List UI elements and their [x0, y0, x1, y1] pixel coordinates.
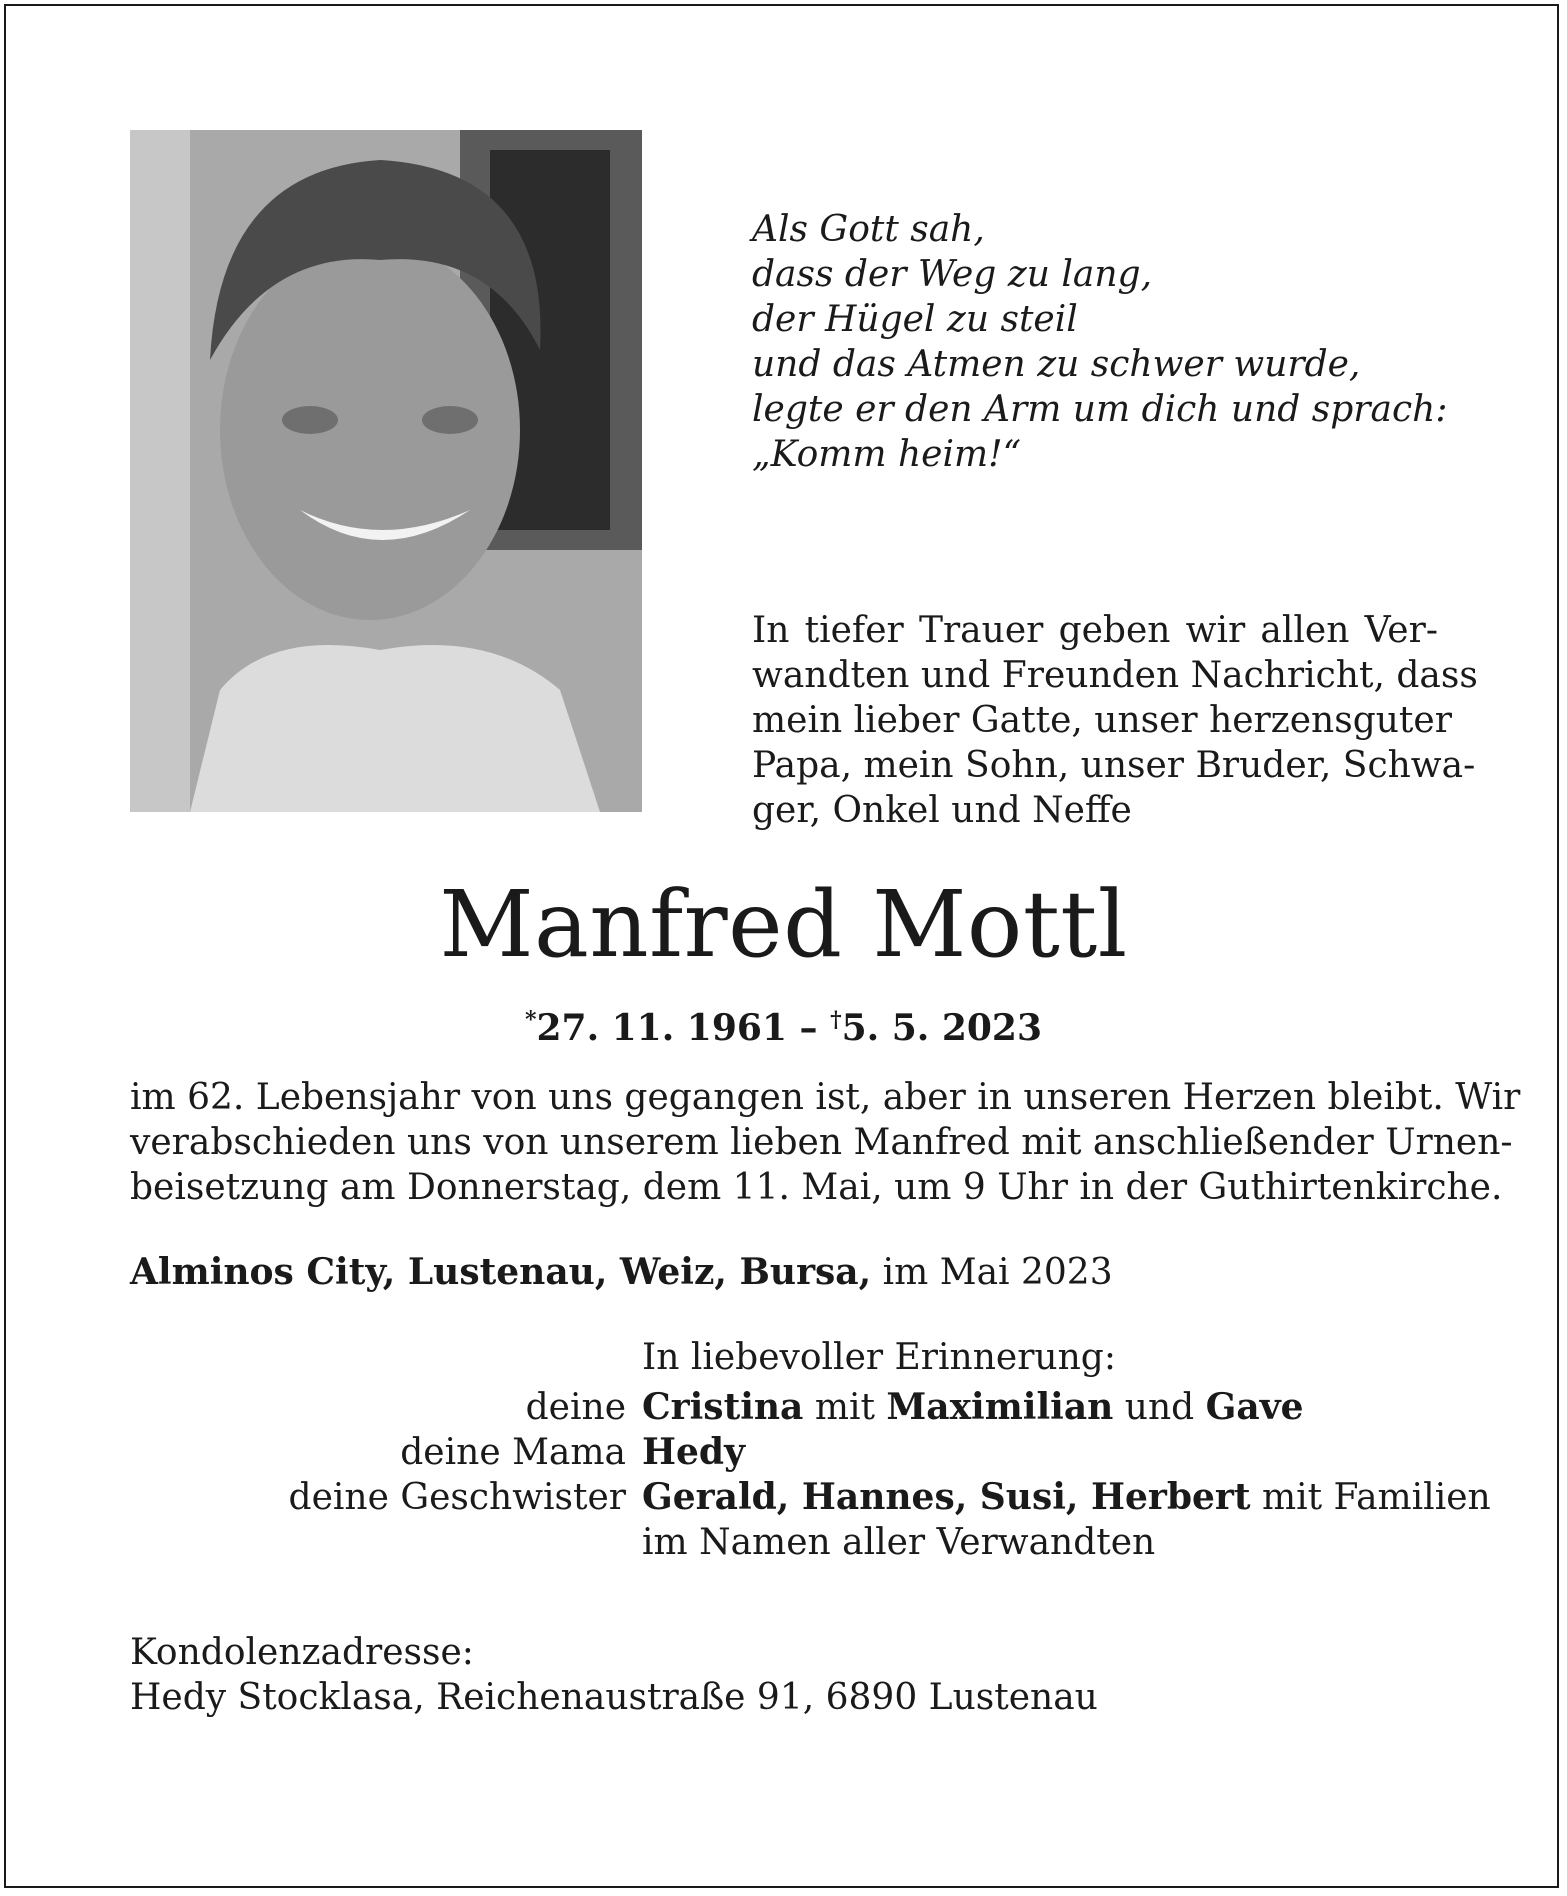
condolence-address [130, 1630, 1098, 1720]
announcement-intro [752, 608, 1478, 833]
mourners-list [0, 1385, 1567, 1565]
condolence-label: Kondolenzadresse: [130, 1632, 474, 1673]
death-symbol: † [830, 1007, 842, 1033]
intro-line: ger, Onkel und Neffe [752, 790, 1132, 831]
life-dates [0, 998, 1567, 1050]
date-separator: – [787, 1007, 831, 1049]
mourner-row [0, 1430, 1567, 1475]
mourner-row [0, 1475, 1567, 1520]
condolence-address-line: Hedy Stocklasa, Reichenaustraße 91, 6890 Lustenau [130, 1677, 1098, 1718]
announcement-date: im Mai 2023 [871, 1252, 1113, 1293]
poem-line: dass der Weg zu lang, [752, 254, 1153, 295]
poem-line: „Komm heim!“ [752, 434, 1021, 475]
body-line: im 62. Lebensjahr von uns gegangen ist, aber in unseren Herzen bleibt. Wir [130, 1077, 1521, 1118]
poem-line: und das Atmen zu schwer wurde, [752, 344, 1361, 385]
intro-line: mein lieber Gatte, unser herzensguter [752, 700, 1452, 741]
poem-line: der Hügel zu steil [752, 299, 1078, 340]
intro-line: Papa, mein Sohn, unser Bruder, Schwa- [752, 745, 1476, 786]
deceased-name: Manfred Mottl [439, 871, 1128, 978]
body-line: beisetzung am Donnerstag, dem 11. Mai, um 9 Uhr in der Guthirtenkirche. [130, 1167, 1503, 1208]
places-and-date [130, 1250, 1113, 1295]
poem [752, 207, 1447, 477]
mourner-relation: deine Mama [400, 1432, 626, 1473]
mourner-names: Gerald, Hannes, Susi, Herbert mit Familien [642, 1476, 1491, 1518]
portrait-image [130, 130, 642, 812]
mourner-row [0, 1520, 1567, 1565]
mourner-names: Hedy [642, 1431, 746, 1473]
intro-line: wandten und Freunden Nachricht, dass [752, 655, 1478, 696]
portrait-photo [130, 130, 642, 812]
poem-line: legte er den Arm um dich und sprach: [752, 389, 1448, 430]
mourner-names: im Namen aller Verwandten [642, 1522, 1156, 1563]
places-list: Alminos City, Lustenau, Weiz, Bursa, [130, 1251, 872, 1293]
mourners-heading: In liebevoller Erinnerung: [642, 1337, 1116, 1378]
birth-date: 27. 11. 1961 [536, 1007, 787, 1049]
mourner-names: Cristina mit Maximilian und Gave [642, 1386, 1304, 1428]
birth-symbol: * [524, 1007, 537, 1033]
body-line: verabschieden uns von unserem lieben Manfred mit anschließender Urnen- [130, 1122, 1513, 1163]
poem-line: Als Gott sah, [752, 209, 985, 250]
mourner-relation: deine Geschwister [288, 1477, 626, 1518]
death-date: 5. 5. 2023 [841, 1007, 1043, 1049]
intro-line: In tiefer Trauer geben wir allen Ver- [752, 610, 1438, 651]
mourner-row [0, 1385, 1567, 1430]
mourner-relation: deine [525, 1387, 626, 1428]
funeral-details [130, 1075, 1521, 1210]
